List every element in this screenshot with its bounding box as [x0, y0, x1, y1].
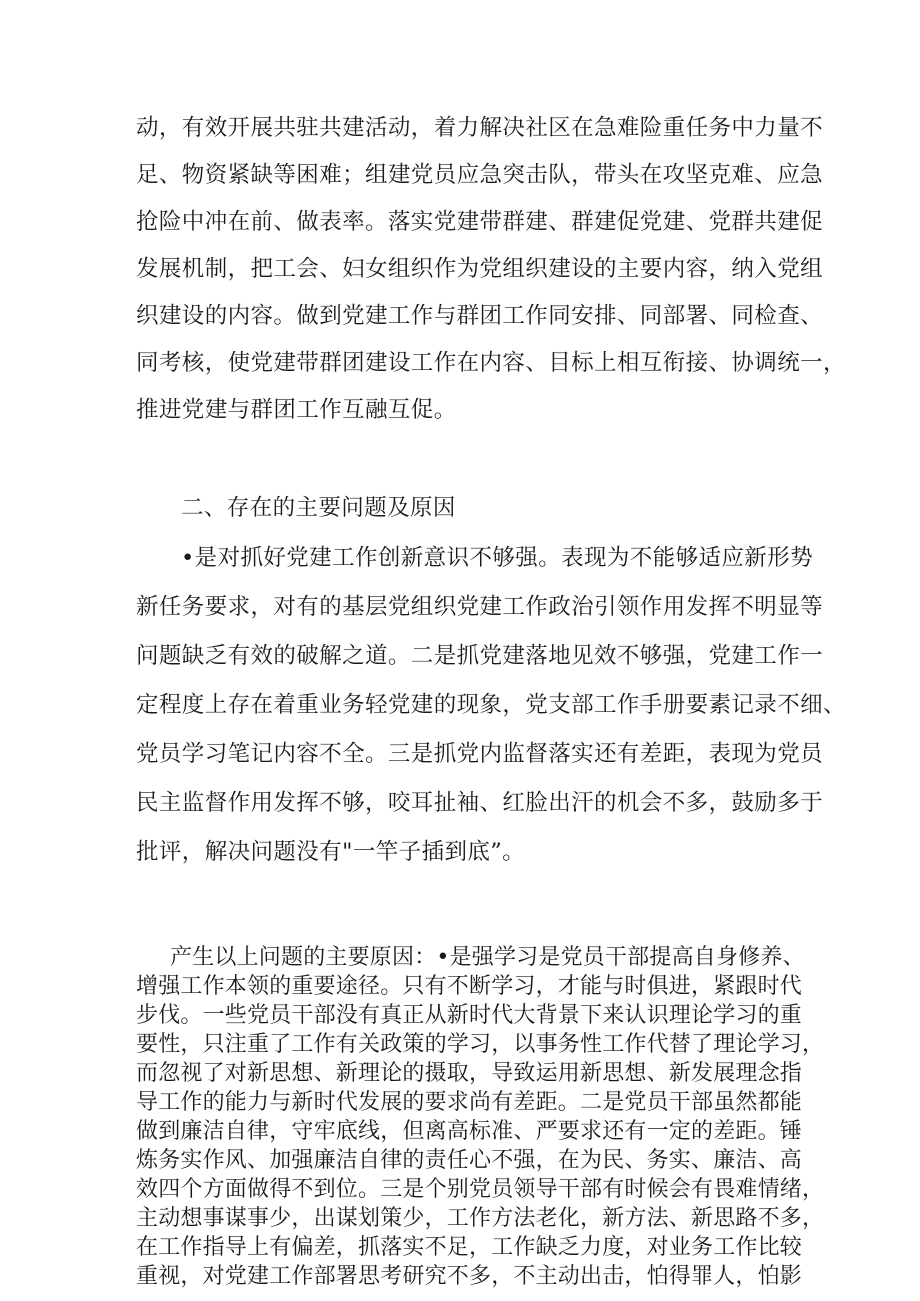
text-line: 党员学习笔记内容不全。三是抓党内监督落实还有差距，表现为党员 [136, 741, 824, 767]
text-line: 炼务实作风、加强廉洁自律的责任心不强，在为民、务实、廉洁、高 [136, 1148, 803, 1173]
text-line: 抢险中冲在前、做表率。落实党建带群建、群建促党建、党群共建促 [136, 209, 824, 235]
text-line: 推进党建与群团工作互融互促。 [136, 397, 457, 423]
text-line: 在工作指导上有偏差，抓落实不足，工作缺乏力度，对业务工作比较 [136, 1235, 803, 1260]
text-line: 做到廉洁自律，守牢底线，但离高标准、严要求还有一定的差距。锤 [136, 1119, 803, 1144]
text-line: 要性，只注重了工作有关政策的学习，以事务性工作代替了理论学习， [136, 1032, 825, 1057]
text-line: 而忽视了对新思想、新理论的摄取，导致运用新思想、新发展理念指 [136, 1061, 803, 1086]
text-line: 步伐。一些党员干部没有真正从新时代大背景下来认识理论学习的重 [136, 1003, 803, 1028]
text-line: 重视，对党建工作部署思考研究不多，不主动出击，怕得罪人，怕影 [136, 1264, 803, 1289]
text-line: 发展机制，把工会、妇女组织作为党组织建设的主要内容，纳入党组 [136, 256, 824, 282]
text-line: 民主监督作用发挥不够，咬耳扯袖、红脸出汗的机会不多，鼓励多于 [136, 790, 824, 816]
text-line: 主动想事谋事少，出谋划策少，工作方法老化，新方法、新思路不多， [136, 1206, 825, 1231]
text-line: 定程度上存在着重业务轻党建的现象，党支部工作手册要素记录不细、 [136, 692, 846, 718]
text-line: 同考核，使党建带群团建设工作在内容、目标上相互衔接、协调统一， [136, 350, 846, 376]
text-line: 织建设的内容。做到党建工作与群团工作同安排、同部署、同检查、 [136, 303, 824, 329]
text-line: 效四个方面做得不到位。三是个别党员领导干部有时候会有畏难情绪， [136, 1177, 825, 1202]
section-heading: 二、存在的主要问题及原因 [181, 495, 456, 521]
text-line: 足、物资紧缺等困难；组建党员应急突击队，带头在攻坚克难、应急 [136, 162, 824, 188]
text-line: •是对抓好党建工作创新意识不够强。表现为不能够适应新形势 [181, 545, 813, 571]
text-line: 产生以上问题的主要原因：•是强学习是党员干部提高自身修养、 [170, 945, 805, 970]
text-line: 新任务要求，对有的基层党组织党建工作政治引领作用发挥不明显等 [136, 594, 824, 620]
text-line: 批评，解决问题没有"一竿子插到底”。 [136, 839, 526, 865]
text-line: 导工作的能力与新时代发展的要求尚有差距。二是党员干部虽然都能 [136, 1090, 803, 1115]
text-line: 问题缺乏有效的破解之道。二是抓党建落地见效不够强，党建工作一 [136, 643, 824, 669]
text-line: 动，有效开展共驻共建活动，着力解决社区在急难险重任务中力量不 [136, 115, 824, 141]
text-line: 增强工作本领的重要途径。只有不断学习，才能与时俱进，紧跟时代 [136, 974, 803, 999]
